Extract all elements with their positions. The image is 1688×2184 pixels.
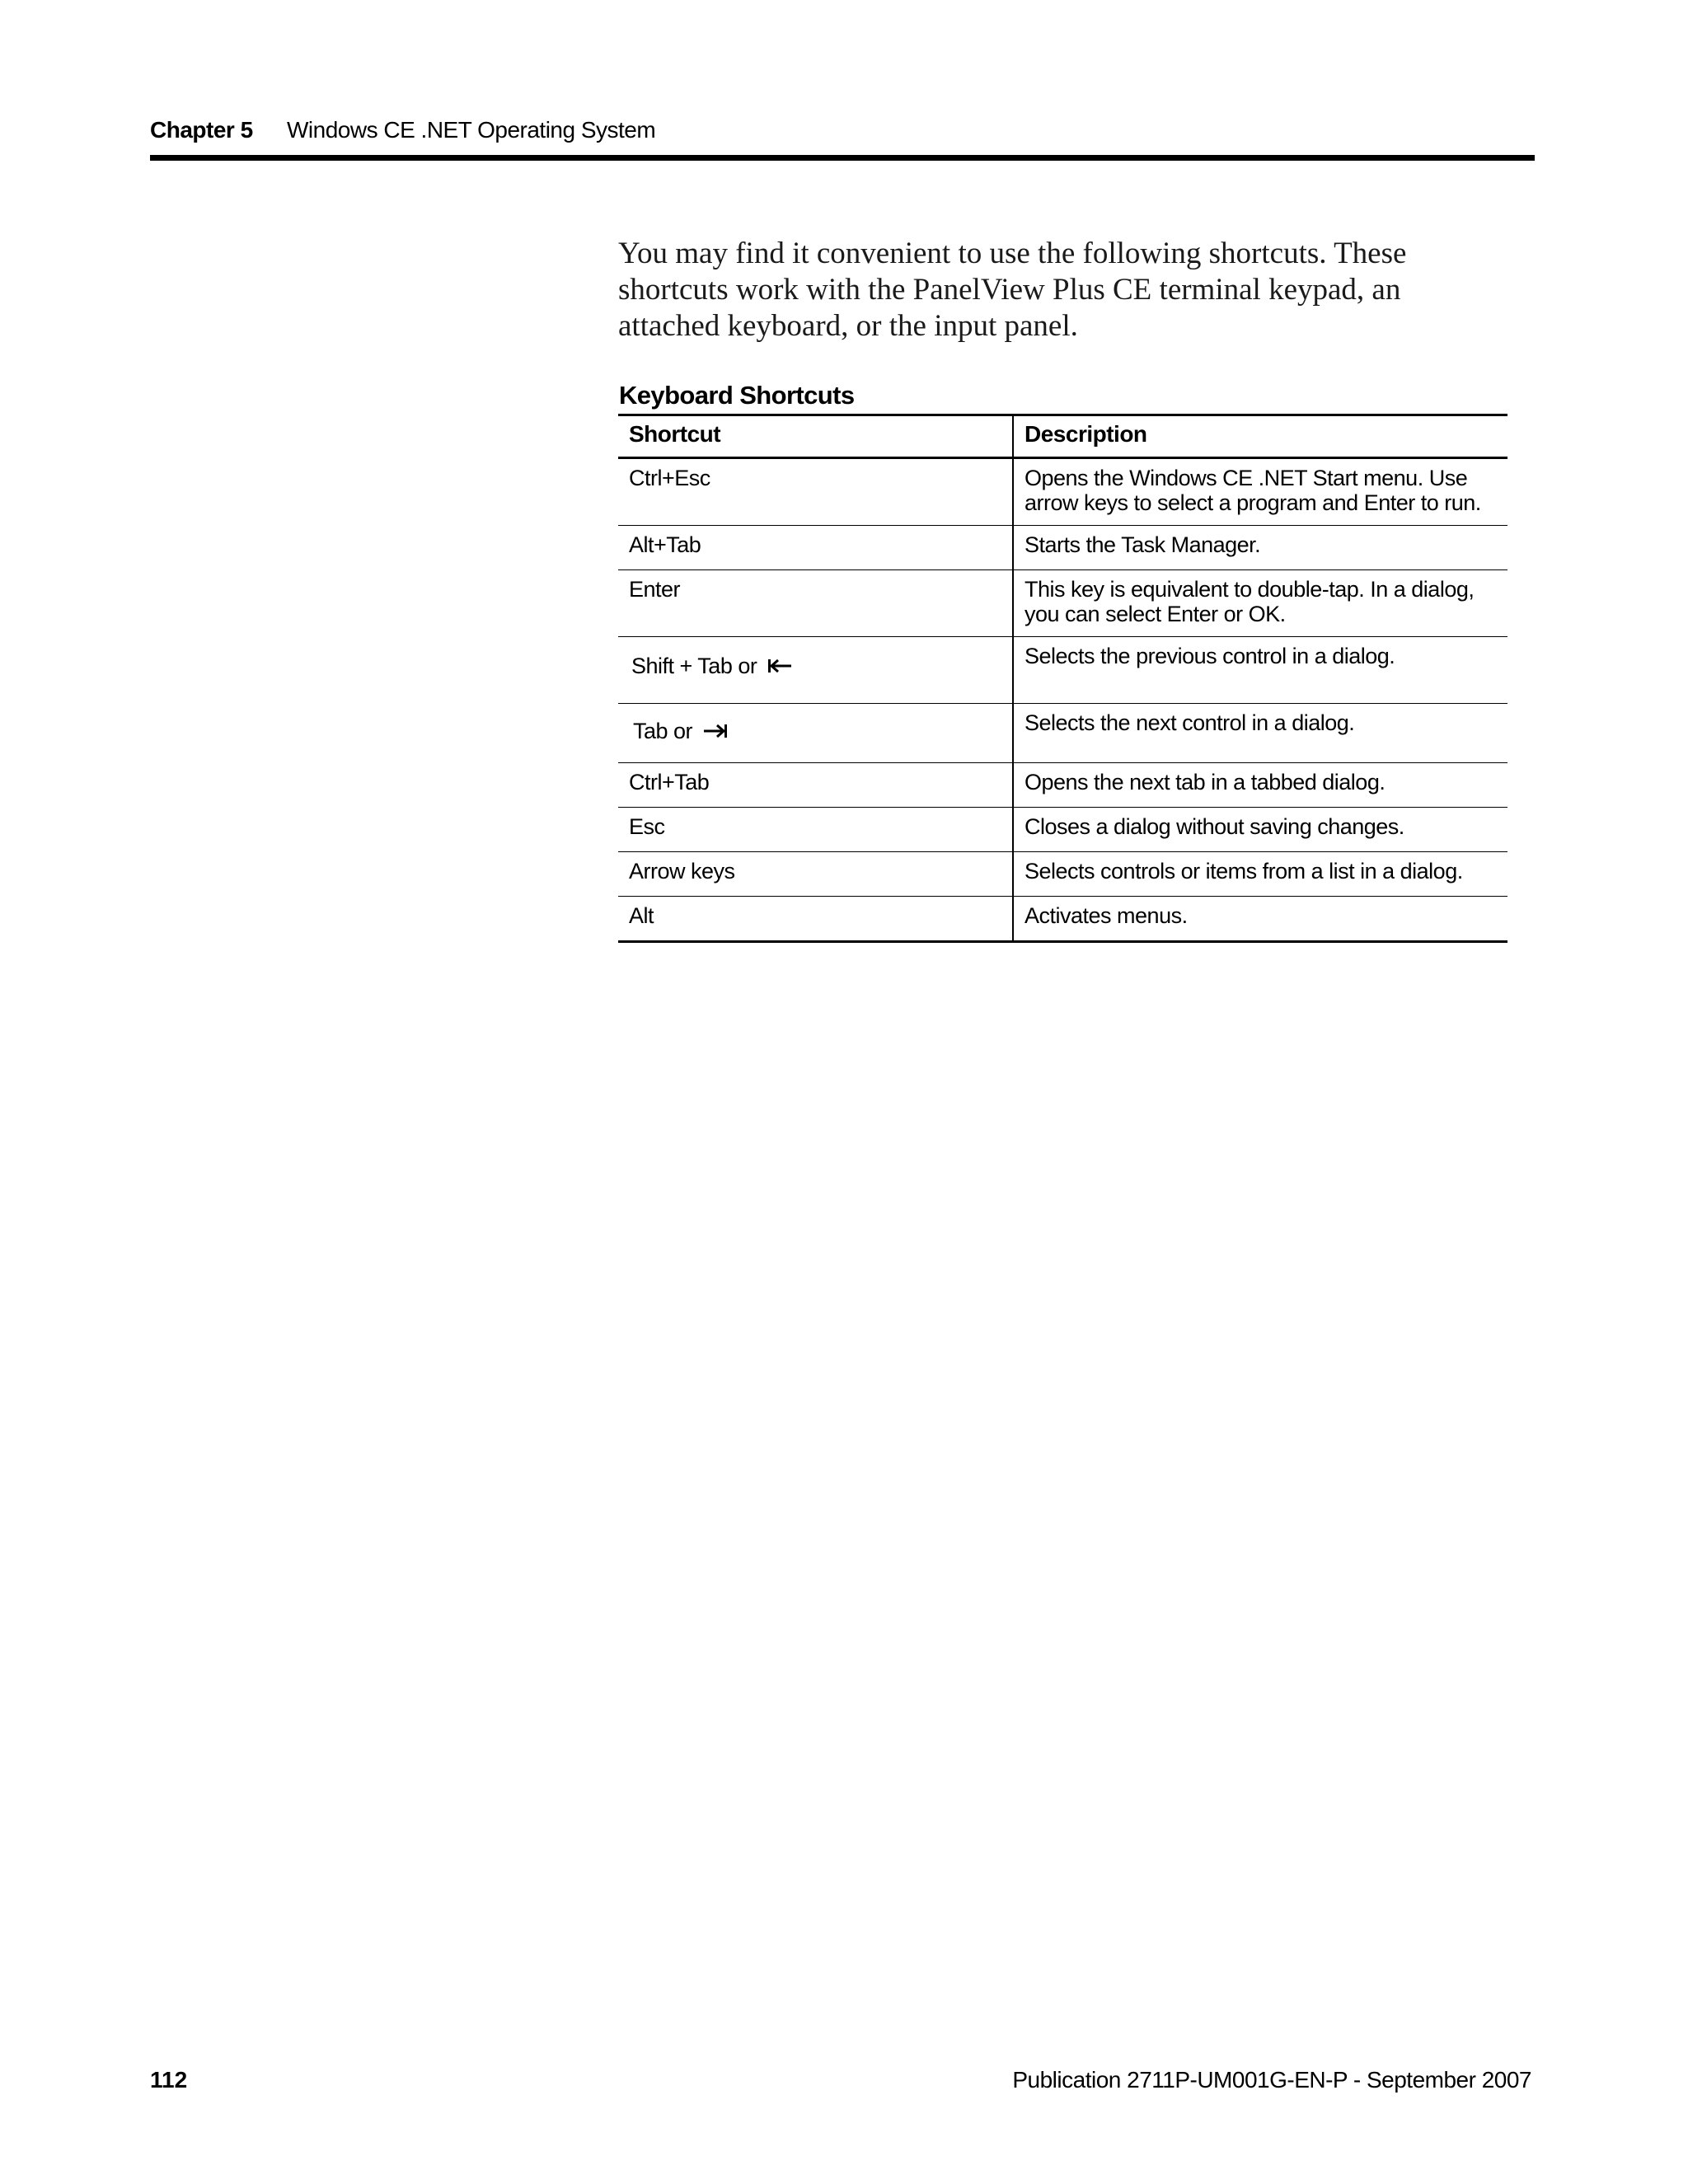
description-cell: Activates menus. (1025, 903, 1188, 928)
intro-paragraph: You may find it convenient to use the following shortcuts. These shortcuts work with the PanelView Plus CE terminal keypad, an attached keyboard, or the input panel. (618, 237, 1407, 343)
shortcut-cell (618, 637, 1013, 704)
shortcut-text: Shift + Tab or (631, 654, 757, 678)
publication-info: Publication 2711P-UM001G-EN-P - September 2007 (1012, 2067, 1531, 2093)
shortcut-cell: Alt+Tab (618, 526, 1013, 570)
table-row (618, 808, 1507, 852)
shortcut-cell (618, 704, 1013, 763)
description-cell: Selects the previous control in a dialog. (1025, 644, 1395, 668)
column-header-description: Description (1025, 421, 1147, 447)
chapter-title: Windows CE .NET Operating System (287, 117, 656, 143)
chapter-label: Chapter 5 (150, 117, 253, 143)
table-row (618, 763, 1507, 808)
description-cell: Closes a dialog without saving changes. (1025, 814, 1404, 839)
table-row (618, 526, 1507, 570)
shortcut-cell: Esc (618, 808, 1013, 852)
tab-icon (702, 721, 729, 741)
header-rule (150, 155, 1535, 161)
table-row (618, 704, 1507, 763)
description-cell: Selects the next control in a dialog. (1025, 710, 1355, 735)
table-row (618, 570, 1507, 637)
description-cell: Selects controls or items from a list in a dialog. (1025, 859, 1463, 883)
table-row (618, 897, 1507, 942)
description-cell: This key is equivalent to double-tap. In a dialog, you can select Enter or OK. (1025, 577, 1475, 626)
shortcut-cell: Enter (618, 570, 1013, 637)
description-cell: Opens the Windows CE .NET Start menu. Use arrow keys to select a program and Enter to run. (1025, 466, 1481, 515)
column-header-shortcut: Shortcut (618, 415, 1013, 458)
shortcut-cell: Arrow keys (618, 852, 1013, 897)
shortcut-cell: Alt (618, 897, 1013, 942)
table-title: Keyboard Shortcuts (619, 381, 855, 410)
running-header (150, 117, 1535, 150)
table-header-row (618, 415, 1507, 458)
back-tab-icon (767, 656, 793, 676)
table-row (618, 458, 1507, 526)
description-cell: Starts the Task Manager. (1025, 532, 1261, 557)
keyboard-shortcuts-table (618, 414, 1507, 943)
shortcut-text: Tab or (633, 719, 693, 743)
table-row (618, 852, 1507, 897)
shortcut-cell: Ctrl+Tab (618, 763, 1013, 808)
page-number: 112 (150, 2067, 188, 2093)
table-row (618, 637, 1507, 704)
shortcut-cell: Ctrl+Esc (618, 458, 1013, 526)
description-cell: Opens the next tab in a tabbed dialog. (1025, 770, 1386, 794)
